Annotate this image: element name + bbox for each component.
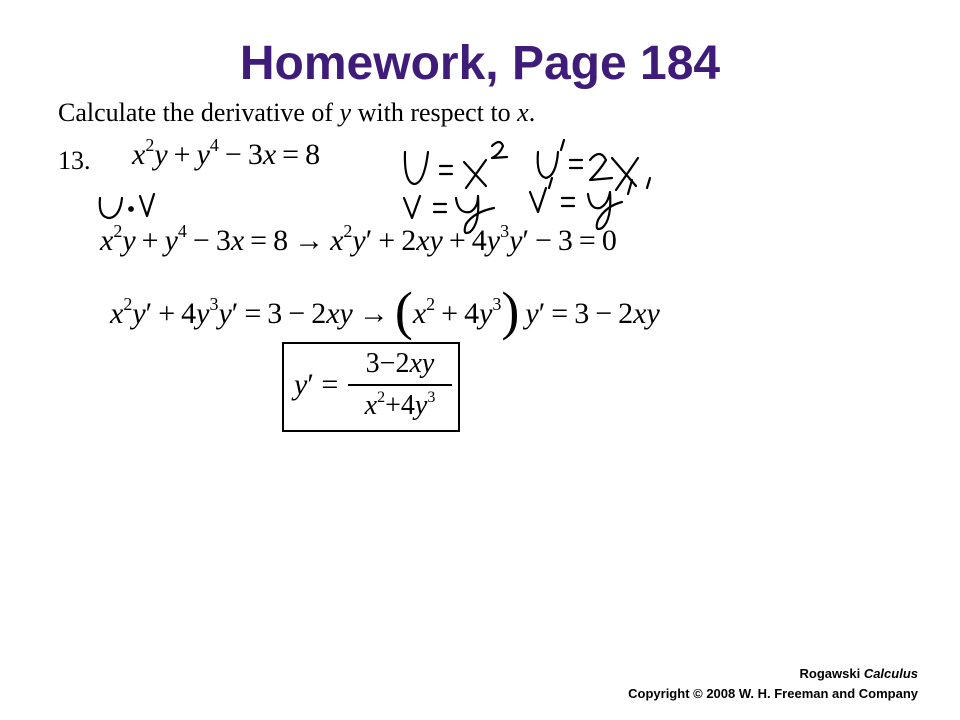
differentiation-step-1: $x^2y + y^4 - 3x = 8 \to x^2y' + 2xy + 4y^3y' - 3 = 0$ [100, 221, 617, 257]
instruction-part3: . [528, 98, 536, 127]
fraction-bar [348, 384, 452, 386]
handwritten-u-definition [405, 142, 507, 188]
footer-book: Rogawski Calculus [799, 666, 918, 681]
answer-fraction [348, 348, 452, 422]
slide-title: Homework, Page 184 [239, 37, 721, 90]
problem-number: 13. [58, 146, 91, 175]
answer-numerator: 3−2xy [365, 348, 435, 379]
implies-arrow: → [294, 224, 325, 257]
instruction-var-y: y [339, 98, 352, 127]
handwritten-u-derivative [538, 140, 650, 190]
differentiation-step-2: $x^2y' + 4y^3y' = 3 - 2xy \to (x^2 + 4y^3) y' = 3 - 2xy$ [110, 281, 660, 341]
instruction-text [58, 98, 535, 128]
instruction-part1: Calculate the derivative of [58, 98, 340, 127]
boxed-answer [282, 342, 460, 432]
handwritten-product-rule [100, 194, 154, 218]
handwritten-v-derivative [530, 178, 632, 229]
given-equation: $x^2y + y^4 - 3x = 8$ [132, 135, 321, 171]
answer-lhs: y′ = [294, 368, 339, 401]
answer-denominator: $x^2+4y^3$ [364, 389, 436, 421]
footer-copyright: Copyright © 2008 W. H. Freeman and Company [628, 686, 918, 701]
implies-arrow: → [358, 297, 389, 330]
instruction-part2: with respect to [351, 98, 518, 127]
instruction-var-x: x [517, 98, 529, 127]
slide-footer [628, 664, 918, 704]
